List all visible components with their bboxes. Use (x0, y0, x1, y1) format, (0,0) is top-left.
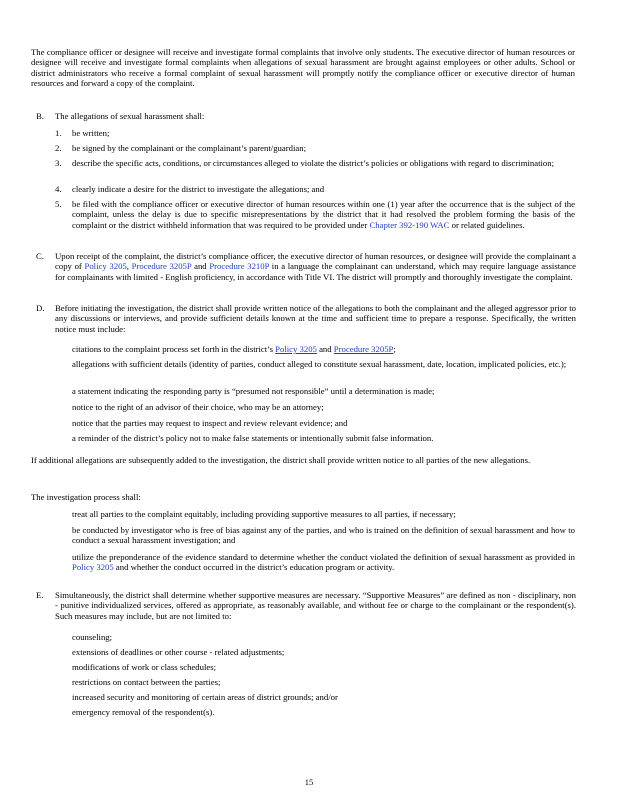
text-part: , (126, 261, 129, 272)
list-item (55, 418, 575, 428)
item-text: increased security and monitoring of certain areas of district grounds; and/or (72, 692, 338, 702)
procedure-3205p-link[interactable]: Procedure 3205P (333, 344, 394, 354)
section-d (36, 303, 576, 334)
list-item (55, 386, 575, 396)
policy-3205-link[interactable]: Policy 3205 (84, 261, 127, 272)
list-item (55, 677, 575, 687)
item-text: extensions of deadlines or other course - related adjustments; (72, 647, 285, 657)
list-item (55, 552, 575, 573)
text-part: Upon receipt of the complaint, the district’s compliance officer, the executive director of human resources, or designee will provide the complainant a copy of (55, 251, 576, 272)
list-item (55, 184, 575, 194)
item-text: allegations with sufficient details (identity of parties, conduct alleged to constitute sexual harassment, date, location, implicated policies, etc.); (72, 359, 567, 369)
section-b-text: The allegations of sexual harassment shall: (55, 111, 205, 121)
list-item (55, 402, 575, 412)
item-text: notice to the right of an advisor of their choice, who may be an attorney; (72, 402, 324, 412)
item-text: notice that the parties may request to inspect and review relevant evidence; and (72, 418, 348, 428)
section-e-text: Simultaneously, the district shall determine whether supportive measures are necessary. “Supportive Measures” are defined as non - disciplinary, non - punitive individualized services, offered as appropriate, as reasonably available, and without fee or charge to the complainant or the respondent(s). Such measures may include, but are not limited to: (55, 590, 576, 621)
item-number: 3. (55, 158, 62, 168)
chapter-392-190-wac-link[interactable]: Chapter 392-190 WAC (369, 219, 450, 230)
intro-paragraph: The compliance officer or designee will receive and investigate formal complaints that involve only students. The executive director of human resources or designee will receive and investigate formal complaints when allegations of sexual harassment are brought against employees or other adults. School or district administrators who receive a formal complaint of sexual harassment will promptly notify the compliance officer or executive director of human resources and forward a copy of the complaint. (31, 47, 575, 89)
section-d-text: Before initiating the investigation, the district shall provide written notice of the allegations to both the complainant and the alleged aggressor prior to any discussions or interviews, and provide sufficient details known at the time and sufficient time to prepare a response. Specifically, the written notice must include: (55, 303, 576, 334)
list-item (55, 647, 575, 657)
list-item (55, 433, 575, 443)
item-text: be written; (72, 128, 110, 138)
procedure-3210p-link[interactable]: Procedure 3210P (209, 261, 270, 272)
policy-3205-link[interactable]: Policy 3205 (72, 562, 114, 573)
list-item (55, 199, 575, 230)
text-part: and whether the conduct occurred in the district’s education program or activity. (115, 562, 395, 573)
item-text-part: be filed with the compliance officer or executive director of human resources within one (1) year after the occurrence that is the subject of the complaint, unless the delay is due to specific misrepresentations by the district that it had resolved the problem forming the basis of the complaint or the district withheld information that was required to be provided under (72, 199, 575, 230)
item-text (72, 199, 575, 230)
item-text: be signed by the complainant or the complainant’s parent/guardian; (72, 143, 307, 153)
item-text (72, 344, 575, 354)
item-number: 5. (55, 199, 62, 209)
list-item (55, 359, 575, 369)
policy-3205-link[interactable]: Policy 3205 (275, 344, 317, 354)
item-text: counseling; (72, 632, 113, 642)
item-text: a statement indicating the responding party is “presumed not responsible” until a determination is made; (72, 386, 435, 396)
text-part: ; (393, 344, 396, 354)
list-item (55, 344, 575, 354)
section-e (36, 590, 576, 621)
section-c (36, 251, 576, 282)
item-text: treat all parties to the complaint equitably, including providing supportive measures to all parties, if necessary; (72, 509, 456, 519)
section-label: C. (36, 251, 44, 261)
item-number: 2. (55, 143, 62, 153)
section-c-text (55, 251, 576, 282)
item-text: be conducted by investigator who is free of bias against any of the parties, and who is trained on the definition of sexual harassment and how to conduct a sexual harassment investigation; and (72, 525, 575, 546)
section-label: B. (36, 111, 44, 121)
item-number: 4. (55, 184, 62, 194)
section-label: D. (36, 303, 45, 313)
text-part: in a language the complainant can understand, which may require language assistance for complainants with limited - English proficiency, in accordance with Title VI. The district will promptly and thoroughly investigate the complaint. (55, 261, 577, 282)
additional-allegations-paragraph: If additional allegations are subsequently added to the investigation, the district shall provide written notice to all parties of the new allegations. (31, 455, 531, 465)
list-item (55, 632, 575, 642)
list-item (55, 143, 575, 153)
list-item (55, 128, 575, 138)
item-text: emergency removal of the respondent(s). (72, 707, 215, 717)
item-text: a reminder of the district’s policy not to make false statements or intentionally submit false information. (72, 433, 434, 443)
list-item (55, 158, 575, 168)
item-text: restrictions on contact between the parties; (72, 677, 221, 687)
item-text: clearly indicate a desire for the district to investigate the allegations; and (72, 184, 325, 194)
procedure-3205p-link[interactable]: Procedure 3205P (131, 261, 192, 272)
page-number: 15 (304, 777, 314, 787)
text-part: and (194, 261, 207, 272)
section-b (36, 111, 576, 121)
list-item (55, 525, 575, 546)
text-part: and (319, 344, 332, 354)
list-item (55, 509, 575, 519)
item-text: describe the specific acts, conditions, or circumstances alleged to violate the district’s policies or obligations with regard to discrimination; (72, 158, 555, 168)
item-text (72, 552, 575, 573)
list-item (55, 692, 575, 702)
investigation-heading: The investigation process shall: (31, 492, 141, 502)
list-item (55, 662, 575, 672)
item-number: 1. (55, 128, 62, 138)
list-item (55, 707, 575, 717)
item-text-part: or related guidelines. (451, 219, 525, 230)
section-label: E. (36, 590, 44, 600)
item-text: modifications of work or class schedules; (72, 662, 217, 672)
text-part: utilize the preponderance of the evidence standard to determine whether the conduct violated the definition of sexual harassment as provided in (72, 552, 575, 562)
text-part: citations to the complaint process set forth in the district’s (72, 344, 273, 354)
